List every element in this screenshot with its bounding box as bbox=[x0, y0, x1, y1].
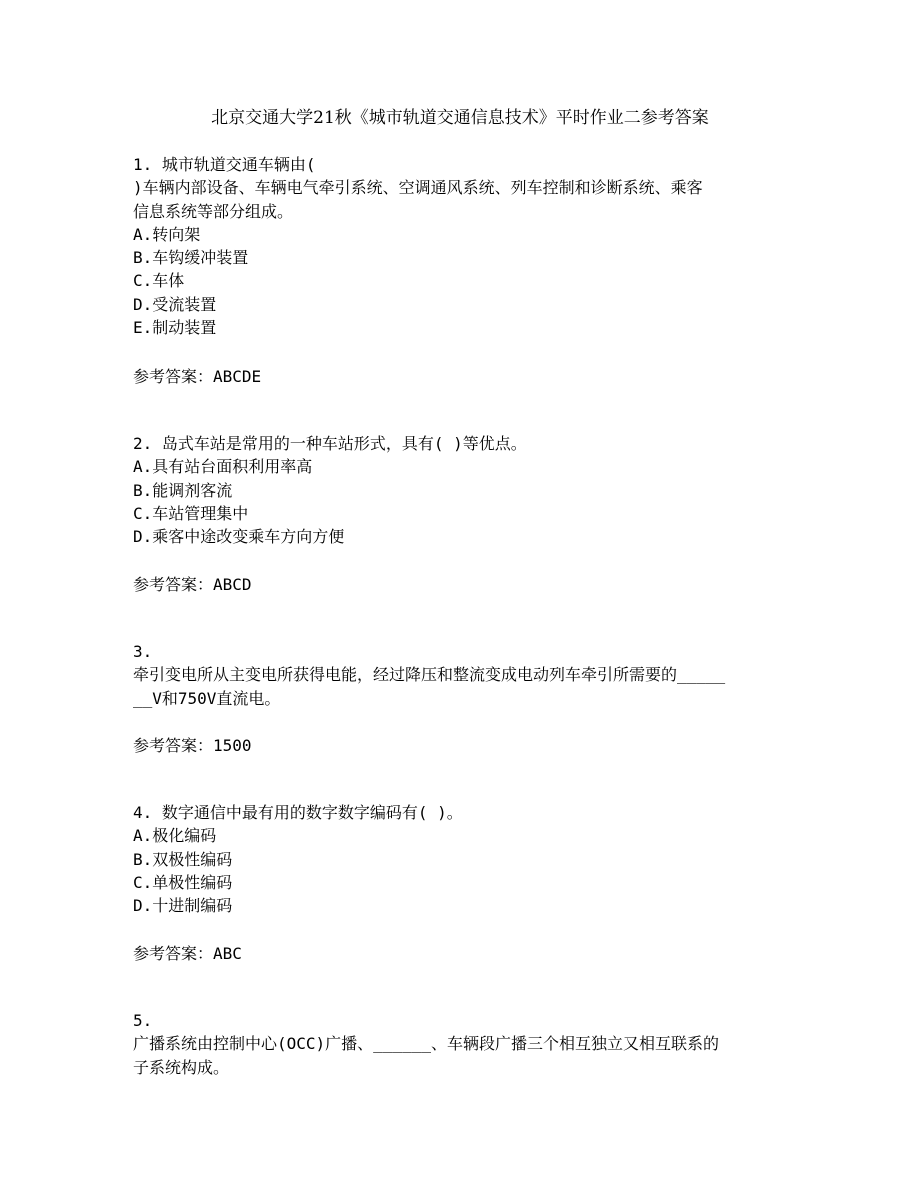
question-1-option-b: B.车钩缓冲装置 bbox=[133, 248, 249, 268]
question-4-option-b: B.双极性编码 bbox=[133, 849, 233, 869]
question-2-option-b: B.能调剂客流 bbox=[133, 480, 233, 500]
question-4-option-c: C.单极性编码 bbox=[133, 872, 233, 892]
question-1-text-line-1: 1. 城市轨道交通车辆由( bbox=[133, 155, 316, 174]
answer-label: 参考答案： bbox=[133, 736, 214, 755]
answer-label: 参考答案： bbox=[133, 944, 214, 963]
question-3 bbox=[133, 640, 793, 710]
question-5-text-line-1: 5. bbox=[133, 1011, 153, 1030]
question-3-text-line-1: 3. bbox=[133, 642, 153, 661]
question-5-text-line-2: 广播系统由控制中心(OCC)广播、______、车辆段广播三个相互独立又相互联系的 bbox=[133, 1034, 719, 1054]
answer-label: 参考答案： bbox=[133, 575, 214, 594]
question-4-option-a: A.极化编码 bbox=[133, 826, 217, 846]
question-5 bbox=[133, 1009, 793, 1079]
question-2-option-c: C.车站管理集中 bbox=[133, 503, 249, 523]
question-2-answer bbox=[133, 573, 793, 596]
question-4-text-line-1: 4. 数字通信中最有用的数字数字编码有( )。 bbox=[133, 803, 463, 822]
question-1-option-c: C.车体 bbox=[133, 271, 185, 291]
question-3-text-line-2: 牵引变电所从主变电所获得电能，经过降压和整流变成电动列车牵引所需要的_____ bbox=[133, 665, 726, 685]
question-4 bbox=[133, 801, 793, 917]
answer-value: ABC bbox=[213, 944, 242, 963]
question-5-text-line-3: 子系统构成。 bbox=[133, 1057, 230, 1077]
question-2 bbox=[133, 432, 793, 548]
question-4-answer bbox=[133, 942, 793, 965]
question-3-answer bbox=[133, 734, 793, 757]
question-1-option-e: E.制动装置 bbox=[133, 318, 217, 338]
question-3-text-line-3: __V和750V直流电。 bbox=[133, 688, 281, 708]
answer-value: ABCD bbox=[213, 575, 252, 594]
answer-label: 参考答案： bbox=[133, 367, 214, 386]
question-1-option-d: D.受流装置 bbox=[133, 294, 217, 314]
question-1 bbox=[133, 153, 793, 339]
question-1-option-a: A.转向架 bbox=[133, 224, 201, 244]
question-1-text-line-3: 信息系统等部分组成。 bbox=[133, 201, 294, 221]
answer-value: ABCDE bbox=[213, 367, 262, 386]
document-title: 北京交通大学21秋《城市轨道交通信息技术》平时作业二参考答案 bbox=[211, 108, 709, 128]
question-1-answer bbox=[133, 365, 793, 388]
question-2-option-a: A.具有站台面积利用率高 bbox=[133, 457, 313, 477]
question-2-option-d: D.乘客中途改变乘车方向方便 bbox=[133, 527, 345, 547]
question-4-option-d: D.十进制编码 bbox=[133, 896, 233, 916]
question-1-text-line-2: )车辆内部设备、车辆电气牵引系统、空调通风系统、列车控制和诊断系统、乘客 bbox=[133, 178, 703, 198]
question-2-text-line-1: 2. 岛式车站是常用的一种车站形式，具有( )等优点。 bbox=[133, 434, 527, 453]
answer-value: 1500 bbox=[213, 736, 252, 755]
